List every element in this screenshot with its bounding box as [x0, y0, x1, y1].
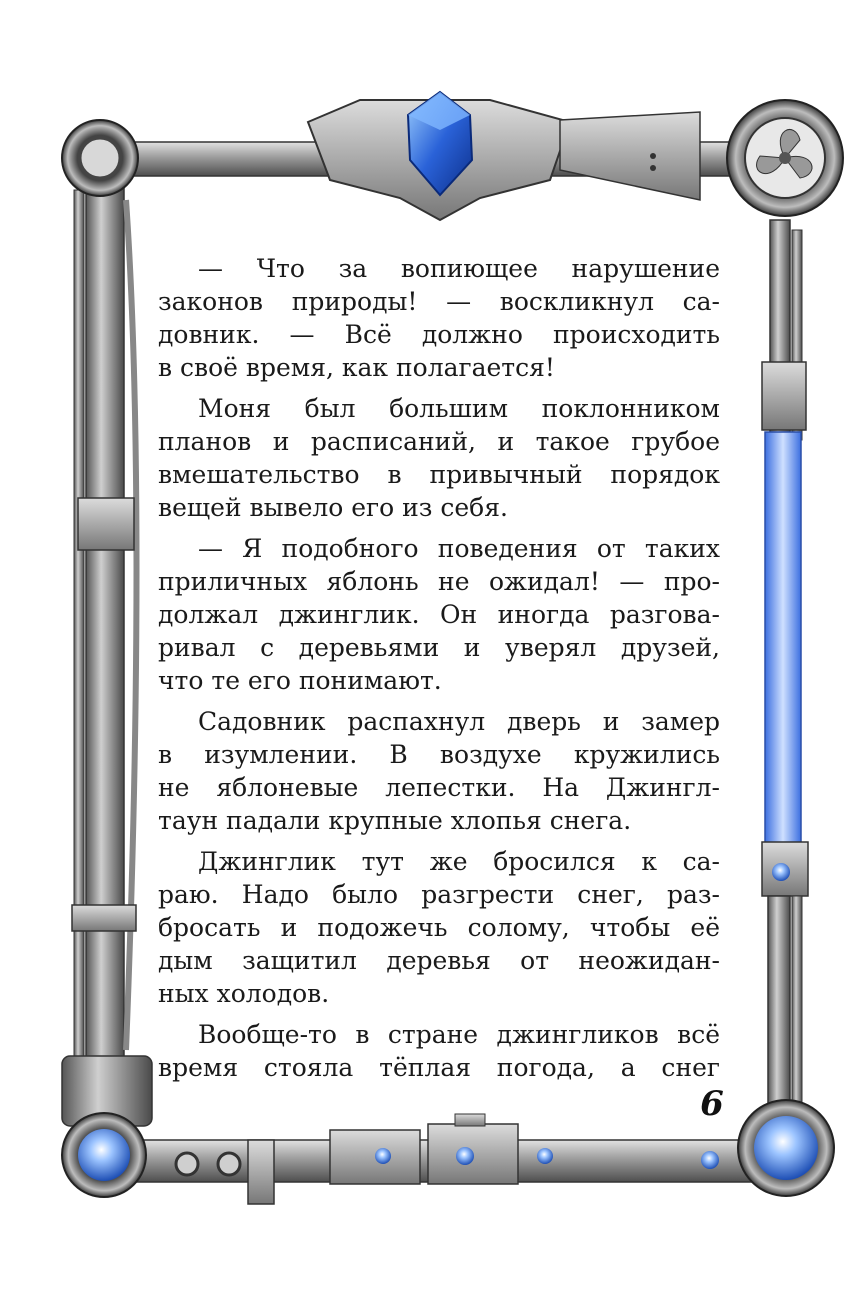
glowing-orb-icon-right — [738, 1100, 834, 1196]
paragraph — [158, 845, 720, 1010]
text-line: в своё время, как полагается! — [158, 353, 555, 382]
frame-left-pipes — [62, 180, 152, 1126]
text-line: законов природы! — воскликнул са- — [158, 287, 720, 316]
paragraph — [158, 705, 720, 837]
text-line: таун падали крупные хлопья снега. — [158, 806, 632, 835]
text-line: Садовник распахнул дверь и замер — [198, 707, 720, 736]
paragraph — [158, 252, 720, 384]
text-line: бросать и подожечь солому, чтобы её — [158, 913, 720, 942]
glowing-orb-icon — [62, 1113, 146, 1197]
text-line: планов и расписаний, и такое грубое — [158, 427, 720, 456]
text-line: время стояла тёплая погода, а снег — [158, 1053, 720, 1082]
text-line: вещей вывело его из себя. — [158, 493, 508, 522]
text-line: что те его понимают. — [158, 666, 442, 695]
page-number: 6 — [700, 1084, 724, 1124]
text-line: в изумлении. В воздухе кружились — [158, 740, 720, 769]
top-left-ring — [62, 120, 138, 196]
text-line: вмешательство в привычный порядок — [158, 460, 720, 489]
text-line: Моня был большим поклонником — [198, 394, 720, 423]
text-line: ных холодов. — [158, 979, 330, 1008]
text-line: должал джинглик. Он иногда разгова- — [158, 600, 720, 629]
text-line: ривал с деревьями и уверял друзей, — [158, 633, 720, 662]
glowing-tube — [765, 432, 801, 844]
text-line: дым защитил деревья от неожидан- — [158, 946, 720, 975]
text-line: приличных яблонь не ожидал! — про- — [158, 567, 720, 596]
crystal-gem-icon — [308, 92, 570, 220]
paragraph — [158, 532, 720, 697]
frame-right-pipes — [762, 220, 808, 1114]
text-line: Джинглик тут же бросился к са- — [198, 847, 720, 876]
text-line: — Я подобного поведения от таких — [198, 534, 720, 563]
paragraph — [158, 1018, 720, 1084]
paragraph — [158, 392, 720, 524]
text-line: раю. Надо было разгрести снег, раз- — [158, 880, 720, 909]
page-text — [158, 252, 720, 1092]
text-line: — Что за вопиющее нарушение — [198, 254, 720, 283]
text-line: не яблоневые лепестки. На Джингл- — [158, 773, 720, 802]
text-line: Вообще-то в стране джингликов всё — [198, 1020, 720, 1049]
text-line: довник. — Всё должно происходить — [158, 320, 720, 349]
